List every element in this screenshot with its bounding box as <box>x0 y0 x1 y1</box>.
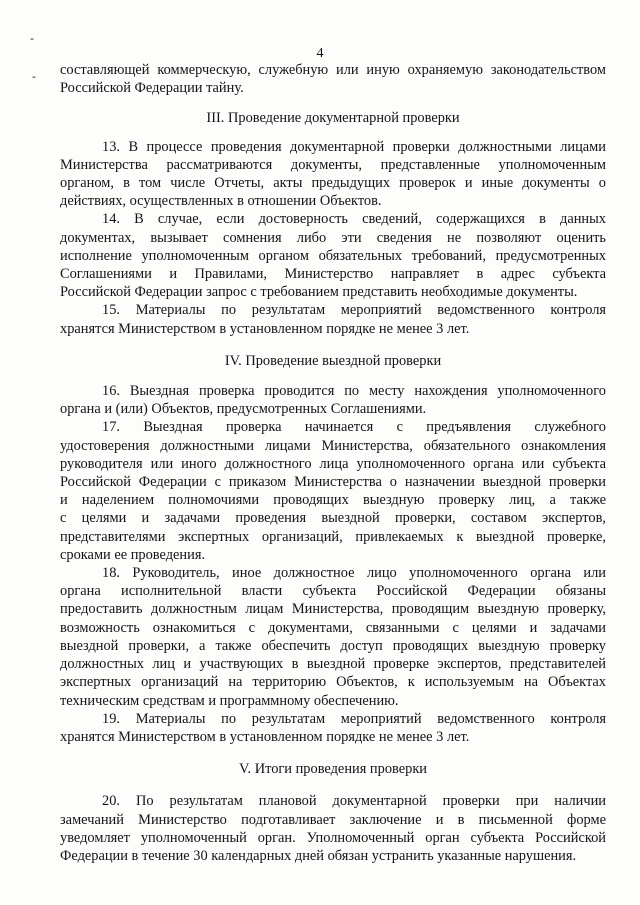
page-number: 4 <box>316 46 324 61</box>
text-line: представителями экспертных организаций, привлекаемых к выездной проверке, <box>60 528 606 545</box>
text-line: должностных лиц и участвующих в выездной проверке экспертов, представителей <box>60 656 606 673</box>
text-line: документах, вызывает сомнения либо эти сведения не позволяют оценить <box>60 229 606 246</box>
text-line: возможность ознакомиться с документами, связанными с целями и задачами <box>60 619 606 636</box>
text-line: 18. Руководитель, иное должностное лицо уполномоченного органа или <box>102 565 606 582</box>
text-line: Российской Федерации с приказом Министерства о назначении выездной проверки <box>60 474 606 491</box>
text-line: экспертных организаций на территорию Объектов, к используемым на Объектах <box>60 674 606 691</box>
text-line: техническим средствам и программному обеспечению. <box>60 692 399 709</box>
text-line: 14. В случае, если достоверность сведений, содержащихся в данных <box>102 211 606 228</box>
text-line: 19. Материалы по результатам мероприятий ведомственного контроля <box>102 710 606 727</box>
paragraph-17 <box>60 418 606 564</box>
text-line: хранятся Министерством в установленном порядке не менее 3 лет. <box>60 320 470 337</box>
text-line: удостоверения должностными лицами Министерства, обязательного ознакомления <box>60 437 606 454</box>
text-line: Российской Федерации тайну. <box>60 80 244 97</box>
text-line: уведомляет уполномоченный орган. Уполномоченный орган субъекта Российской <box>60 829 606 846</box>
margin-mark: - <box>30 31 34 45</box>
text-line: составляющей коммерческую, служебную или иную охраняемую законодательством <box>60 62 606 78</box>
text-line: Федерации в течение 30 календарных дней обязан устранить указанные нарушения. <box>60 847 577 864</box>
text-line: Министерства рассматриваются документы, представленные уполномоченным <box>60 156 606 173</box>
paragraph-15 <box>60 301 606 337</box>
text-line: исполнение уполномоченным органом обязательных требований, предусмотренных <box>60 247 606 264</box>
text-line: органа и (или) Объектов, предусмотренных Соглашениями. <box>60 401 427 418</box>
text-line: и наделением полномочиями проводящих выездную проверку лиц, а также <box>60 492 606 509</box>
paragraph-18 <box>60 564 606 710</box>
text-line: хранятся Министерством в установленном порядке не менее 3 лет. <box>60 728 470 745</box>
text-line: Соглашениями и Правилами, Министерство направляет в адрес субъекта <box>60 266 606 283</box>
text-line: 16. Выездная проверка проводится по месту нахождения уполномоченного <box>102 383 606 400</box>
text-line: с целями и задачами проведения выездной проверки, составом экспертов, <box>60 510 606 527</box>
text-line: органа исполнительной власти субъекта Российской Федерации обязаны <box>60 583 606 600</box>
text-line: руководителя или иного должностного лица уполномоченного органа или субъекта <box>60 455 606 472</box>
text-line: действиях, осуществленных в отношении Объектов. <box>60 193 382 210</box>
text-line: предоставить должностным лицам Министерства, проводящим выездную проверку, <box>60 601 606 618</box>
text-line: сроками ее проведения. <box>60 546 206 563</box>
section-heading-4: IV. Проведение выездной проверки <box>224 352 442 369</box>
paragraph-20 <box>60 792 606 865</box>
text-line: Российской Федерации запрос с требованием представить необходимые документы. <box>60 284 578 301</box>
paragraph-19 <box>60 710 606 746</box>
margin-mark: - <box>32 69 36 83</box>
text-line: 20. По результатам плановой документарной проверки при наличии <box>102 793 606 810</box>
text-line: замечаний Министерство подготавливает заключение и в письменной форме <box>60 811 606 828</box>
section-heading-5: V. Итоги проведения проверки <box>238 761 428 778</box>
paragraph-14 <box>60 210 606 301</box>
text-line: 15. Материалы по результатам мероприятий ведомственного контроля <box>102 302 606 319</box>
text-line: органом, в том числе Отчеты, акты предыдущих проверок и иные документы о <box>60 175 606 192</box>
text-line: выездной проверки, а также обеспечить доступ проводящих выездную проверку <box>60 637 606 654</box>
document-body <box>60 61 606 865</box>
paragraph-13 <box>60 138 606 211</box>
section-heading-3: III. Проведение документарной проверки <box>206 110 460 127</box>
text-line: 13. В процессе проведения документарной проверки должностными лицами <box>102 138 606 155</box>
paragraph-16 <box>60 382 606 418</box>
text-line: 17. Выездная проверка начинается с предъявления служебного <box>102 419 606 436</box>
